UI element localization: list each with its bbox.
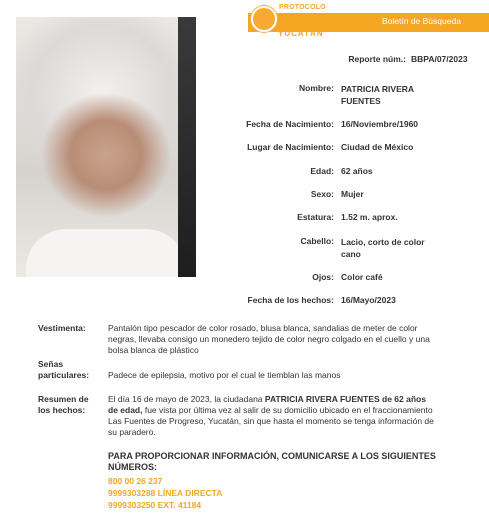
protocolo-alba-logo xyxy=(250,2,330,42)
estatura-label: Estatura: xyxy=(297,212,334,222)
nombre-label: Nombre: xyxy=(299,83,334,93)
report-label: Reporte núm.: xyxy=(348,54,406,64)
ojos-value: Color café xyxy=(341,272,383,282)
phone-extension[interactable]: 9999303250 EXT. 41184 xyxy=(108,500,202,510)
missing-person-photo xyxy=(16,17,196,277)
resumen-text-2: PATRICIA RIVERA FUENTES de 62 años de edad, xyxy=(108,394,426,415)
bulletin-title: Boletín de Búsqueda xyxy=(382,16,461,26)
nombre-value: PATRICIA RIVERA FUENTES xyxy=(341,84,414,106)
fecha-hechos-value: 16/Mayo/2023 xyxy=(341,295,396,305)
logo-line1: PROTOCOLO xyxy=(279,4,326,11)
vestimenta-label: Vestimenta: xyxy=(38,323,86,333)
resumen-label-line2: los hechos: xyxy=(38,405,86,415)
cabello-label: Cabello: xyxy=(300,236,334,246)
contact-heading: PARA PROPORCIONAR INFORMACIÓN, COMUNICARSE A LOS SIGUIENTES NÚMEROS: xyxy=(108,451,436,472)
senas-value: Padece de epilepsia, motivo por el cual le tiemblan las manos xyxy=(108,370,341,380)
resumen-text-1: El día 16 de mayo de 2023, la ciudadana xyxy=(108,394,265,404)
fecha-nacimiento-label: Fecha de Nacimiento: xyxy=(246,119,334,129)
estatura-value: 1.52 m. aprox. xyxy=(341,212,398,222)
senas-label-line2: particulares: xyxy=(38,370,90,380)
lugar-nacimiento-label: Lugar de Nacimiento: xyxy=(247,142,334,152)
resumen-label-line1: Resumen de xyxy=(38,394,89,404)
photo-background xyxy=(178,17,196,277)
logo-line3: YUCATÁN xyxy=(278,29,324,38)
phone-direct-line[interactable]: 9999303288 LÍNEA DIRECTA xyxy=(108,488,223,498)
resumen-text-3: fue vista por última vez al salir de su domicilio ubicado en el fraccionamiento Las Fuentes de Progreso, Yucatán, sin que hasta el momento se tenga información de su paradero. xyxy=(108,405,434,437)
lugar-nacimiento-value: Ciudad de México xyxy=(341,142,414,152)
senas-label-line1: Señas xyxy=(38,359,64,369)
cabello-value: Lacio, corto de color cano xyxy=(341,237,425,259)
fecha-hechos-label: Fecha de los hechos: xyxy=(247,295,334,305)
photo-shirt xyxy=(26,229,186,277)
girl-silhouette-icon xyxy=(251,6,277,32)
phone-toll-free[interactable]: 800 00 26 237 xyxy=(108,476,163,486)
edad-label: Edad: xyxy=(310,166,334,176)
vestimenta-value: Pantalón tipo pescador de color rosado, blusa blanca, sandalias de meter de color negras, llevaba consigo un monedero tejido de color negro colgado en el cuello y una bolsa blanca de plástico xyxy=(108,323,430,355)
resumen-value xyxy=(108,394,438,438)
fecha-nacimiento-value: 16/Noviembre/1960 xyxy=(341,119,419,129)
sexo-label: Sexo: xyxy=(310,189,334,199)
ojos-label: Ojos: xyxy=(312,272,334,282)
report-value: BBPA/07/2023 xyxy=(411,54,468,64)
edad-value: 62 años xyxy=(341,166,373,176)
sexo-value: Mujer xyxy=(341,189,364,199)
logo-line2: ALBA xyxy=(277,11,329,30)
